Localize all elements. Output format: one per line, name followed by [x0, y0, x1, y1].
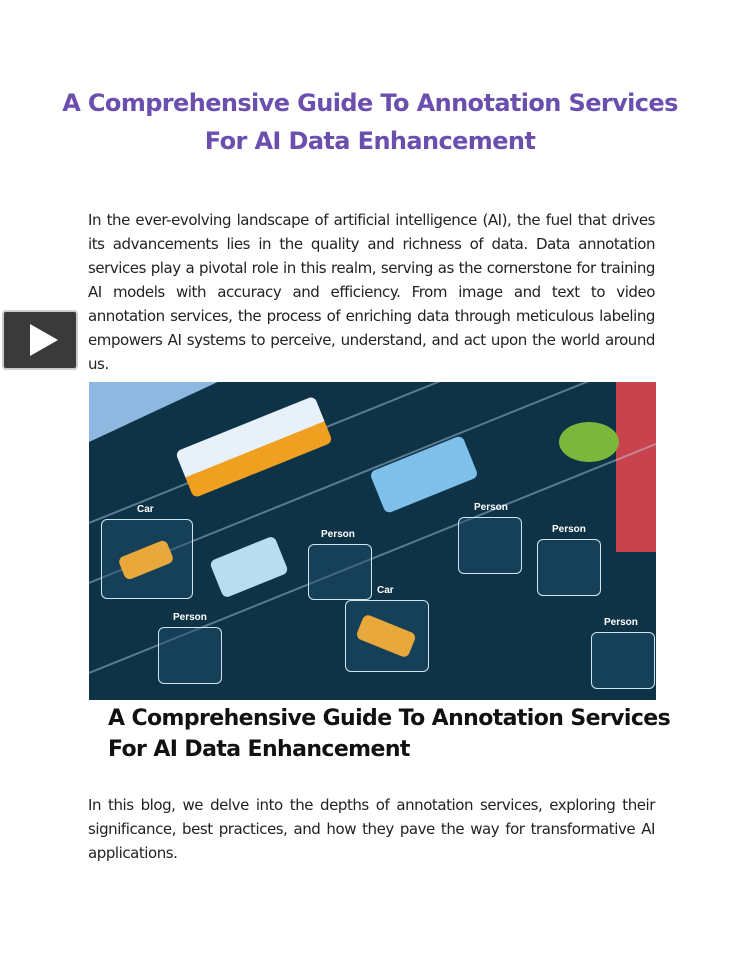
body-paragraph: In this blog, we delve into the depths of annotation services, exploring their significance, best practices, and how they pave the way for transformative AI applications.	[88, 796, 655, 862]
title-line-2: For AI Data Enhancement	[204, 127, 536, 155]
caption-line-2: For AI Data Enhancement	[108, 737, 410, 762]
annotation-box-car	[101, 519, 193, 599]
building-left	[89, 382, 219, 442]
annotation-label: Person	[173, 612, 207, 623]
play-icon	[30, 324, 58, 356]
annotation-box-person	[308, 544, 372, 600]
tram	[175, 396, 333, 499]
annotation-label: Car	[137, 504, 154, 515]
annotation-box-person	[458, 517, 522, 574]
hero-image	[89, 382, 656, 700]
annotation-box-person	[158, 627, 222, 684]
annotation-label: Person	[474, 502, 508, 513]
annotation-label: Person	[321, 529, 355, 540]
video-play-button[interactable]	[2, 310, 78, 370]
truck	[209, 535, 289, 598]
annotation-label: Car	[377, 585, 394, 596]
annotation-label: Person	[552, 524, 586, 535]
annotation-box-car	[345, 600, 429, 672]
image-caption	[108, 703, 670, 765]
annotation-box-person	[537, 539, 601, 596]
caption-line-1: A Comprehensive Guide To Annotation Services	[108, 706, 671, 731]
building-right	[616, 382, 656, 552]
intro-paragraph: In the ever-evolving landscape of artificial intelligence (AI), the fuel that drives its advancements lies in the quality and richness of data. Data annotation services play a pivotal role in this realm, serving as the cornerstone for training AI models with accuracy and efficiency. From image and text to video annotation services, the process of enriching data through meticulous labeling empowers AI systems to perceive, understand, and act upon the world around us.	[88, 211, 655, 373]
annotation-label: Person	[604, 617, 638, 628]
title-line-1: A Comprehensive Guide To Annotation Services	[62, 89, 678, 117]
page-title	[60, 84, 680, 160]
annotation-box-person	[591, 632, 655, 689]
trees	[559, 422, 619, 462]
